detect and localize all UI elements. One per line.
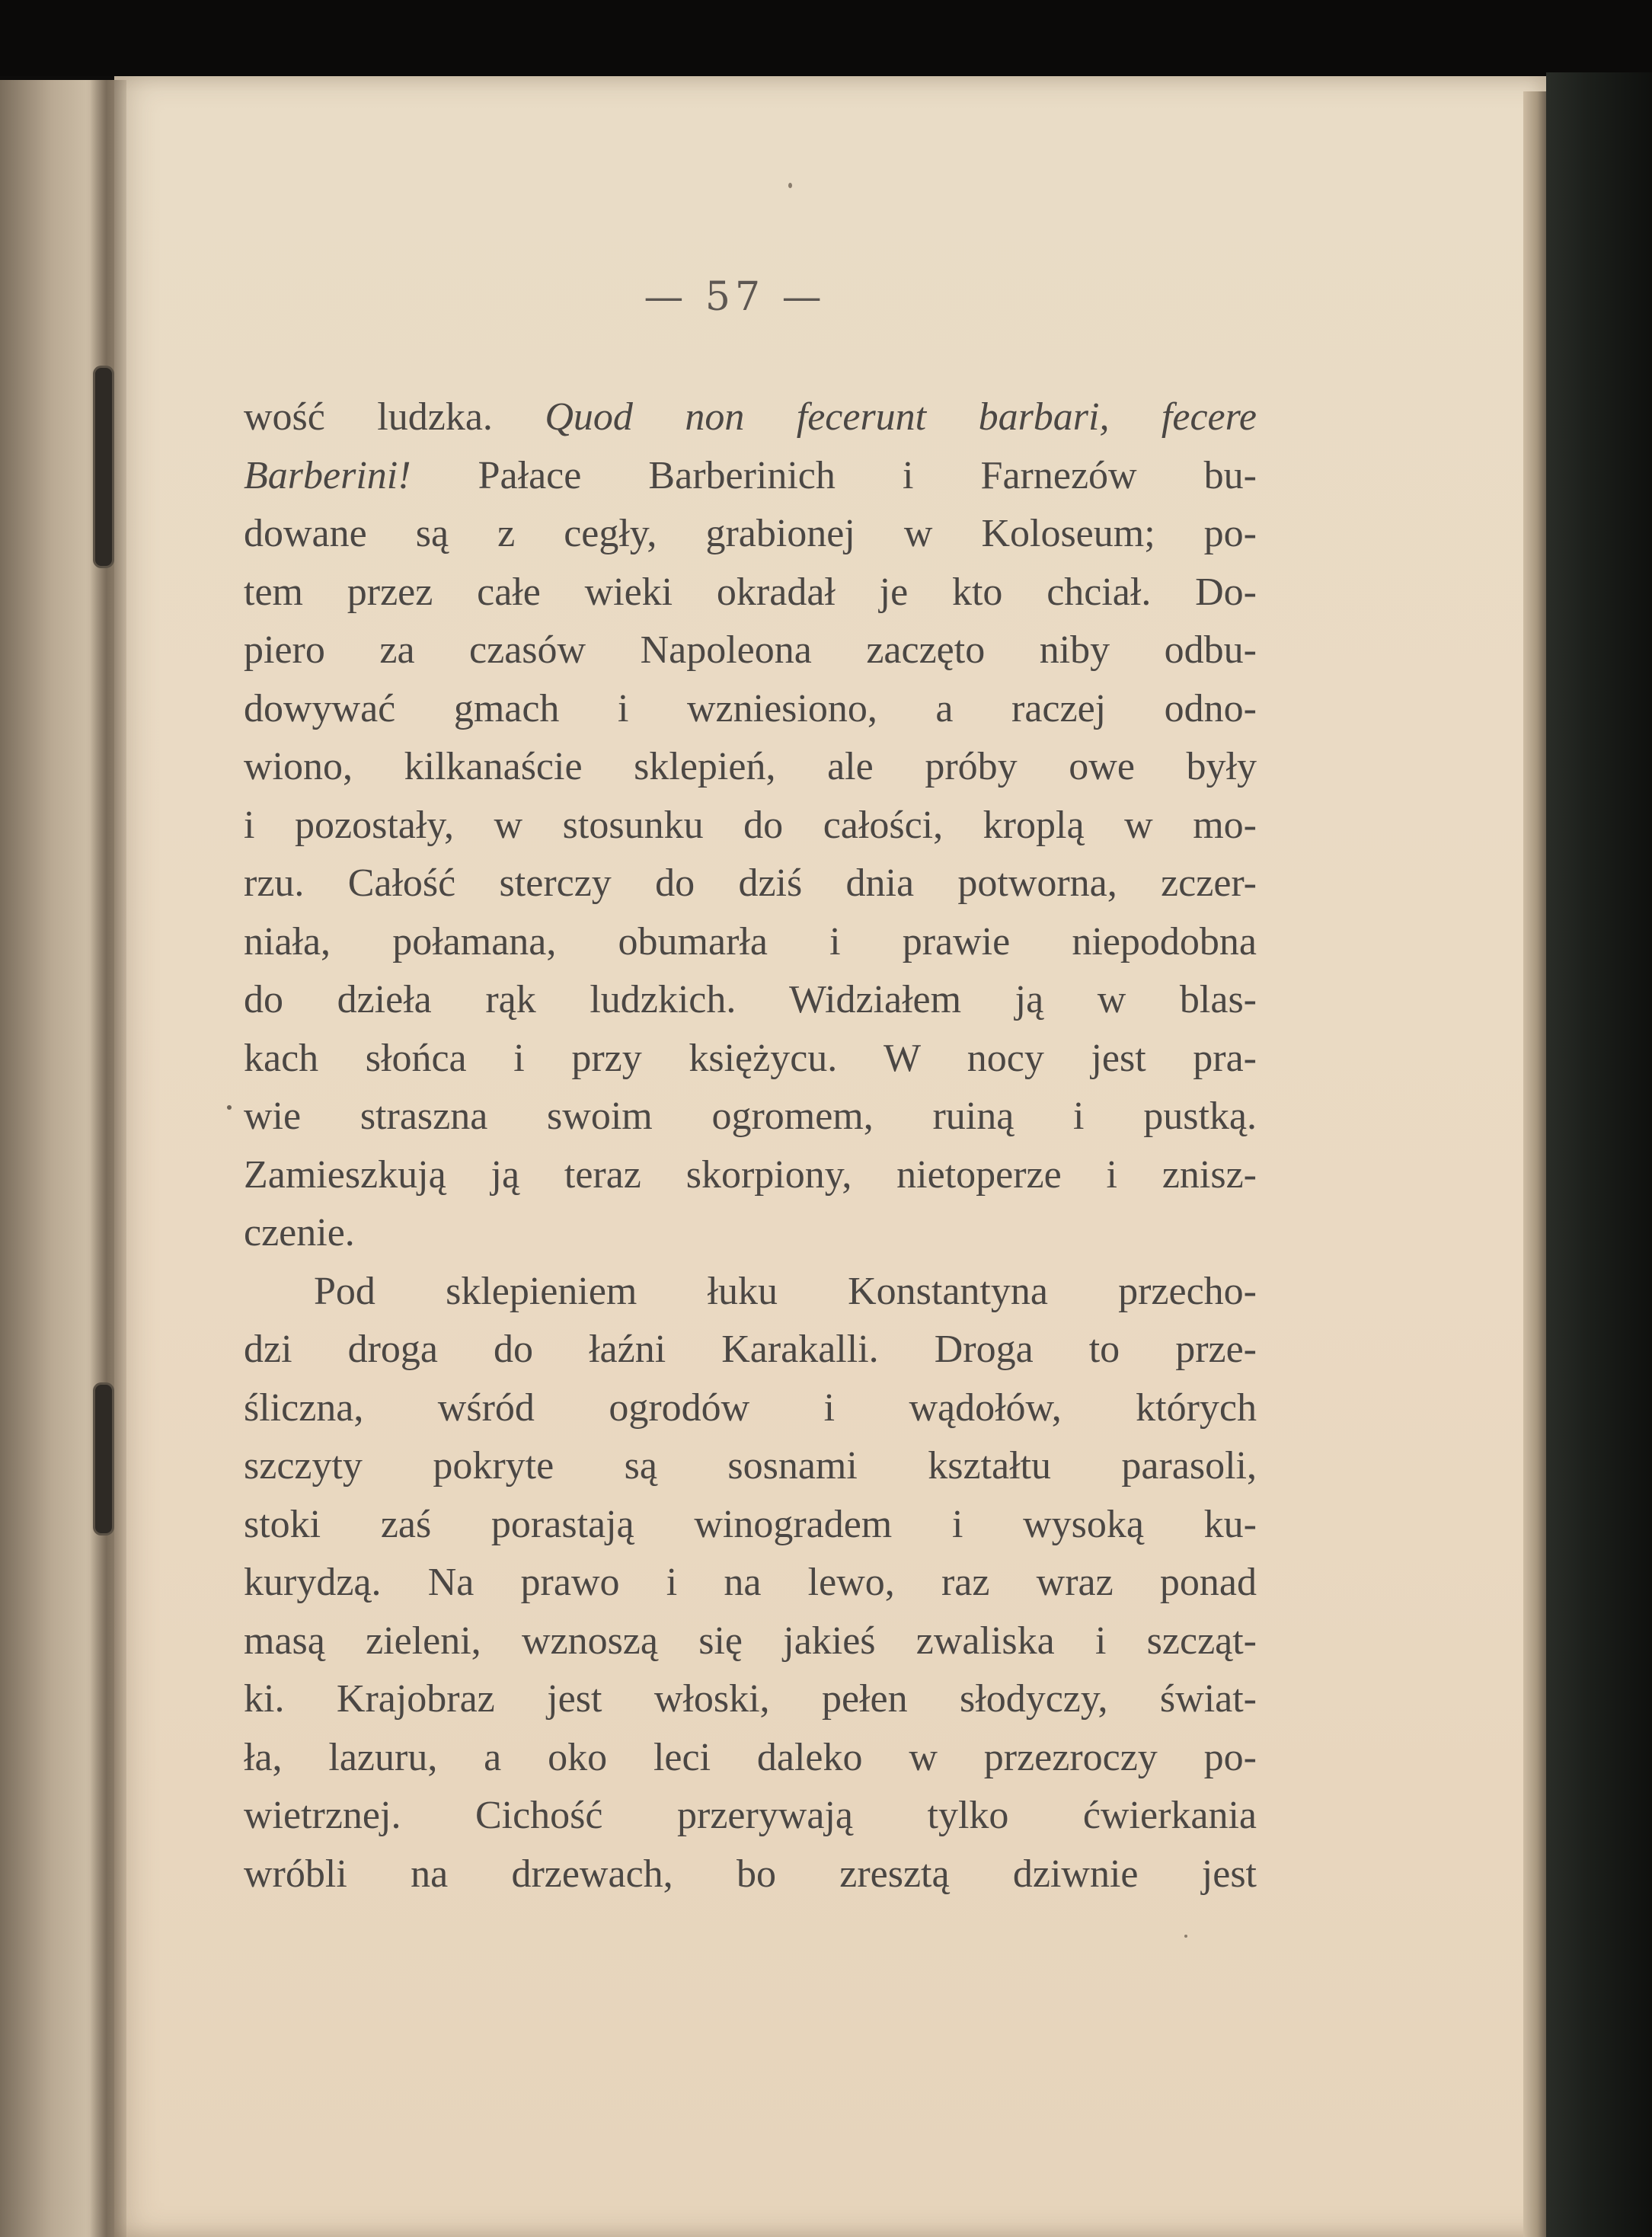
text-run: wie straszna swoim ogromem, ruiną i pustką. — [244, 1095, 1257, 1138]
text-line — [244, 1146, 1257, 1205]
text-run: masą zieleni, wznoszą się jakieś zwaliska i szcząt- — [244, 1619, 1257, 1663]
text-line — [244, 797, 1257, 855]
binding-thread — [93, 366, 114, 568]
text-line — [244, 855, 1257, 913]
paper-speck — [227, 1105, 232, 1110]
text-line — [244, 388, 1257, 447]
text-line — [244, 738, 1257, 797]
text-run: stoki zaś porastają winogradem i wysoką ku- — [244, 1502, 1257, 1546]
text-line — [244, 680, 1257, 739]
text-line — [244, 1204, 1257, 1263]
text-run: czenie. — [244, 1211, 355, 1254]
scan-background-top — [0, 0, 1652, 76]
page-fore-edge — [1523, 91, 1546, 2237]
text-run: wróbli na drzewach, bo zresztą dziwnie jest — [244, 1852, 1257, 1896]
text-line — [244, 1496, 1257, 1555]
text-line — [244, 1670, 1257, 1729]
text-run: Pod sklepieniem łuku Konstantyna przecho- — [314, 1269, 1257, 1313]
text-run: dowane są z cegły, grabionej w Koloseum; po- — [244, 512, 1257, 555]
text-run: do dzieła rąk ludzkich. Widziałem ją w blas- — [244, 978, 1257, 1021]
book-cover-edge — [1546, 72, 1652, 2237]
italic-text-run: Quod non fecerunt barbari, fecere — [545, 395, 1257, 439]
text-line — [244, 1379, 1257, 1438]
text-line — [244, 1554, 1257, 1612]
text-run: wiono, kilkanaście sklepień, ale próby owe były — [244, 745, 1257, 788]
text-run: wietrznej. Cichość przerywają tylko ćwierkania — [244, 1794, 1257, 1837]
text-line — [244, 447, 1257, 506]
text-run: ła, lazuru, a oko leci daleko w przezroczy po- — [244, 1735, 1257, 1779]
binding-thread — [93, 1382, 114, 1536]
text-line — [244, 505, 1257, 564]
text-run: śliczna, wśród ogrodów i wądołów, których — [244, 1385, 1257, 1430]
text-line — [244, 1787, 1257, 1846]
text-run: dowywać gmach i wzniesiono, a raczej odno- — [244, 686, 1257, 730]
text-line — [244, 1030, 1257, 1088]
text-line — [244, 564, 1257, 622]
text-line — [244, 1088, 1257, 1146]
text-line — [244, 971, 1257, 1030]
page-number: — 57 — — [644, 274, 826, 320]
text-run: wość ludzka. — [244, 395, 545, 439]
text-run: tem przez całe wieki okradał je kto chciał. Do- — [244, 570, 1257, 614]
paper-speck — [788, 183, 792, 188]
text-line — [244, 1729, 1257, 1788]
text-line — [244, 1846, 1257, 1904]
paper-speck — [1184, 1935, 1187, 1938]
text-run: rzu. Całość sterczy do dziś dnia potworna, zczer- — [244, 861, 1257, 905]
text-line — [244, 1321, 1257, 1379]
text-run: piero za czasów Napoleona zaczęto niby odbu- — [244, 628, 1257, 672]
text-run: dzi droga do łaźni Karakalli. Droga to prze- — [244, 1328, 1257, 1371]
body-text — [244, 388, 1257, 1903]
text-run: szczyty pokryte są sosnami kształtu parasoli, — [244, 1444, 1257, 1488]
text-line — [244, 1263, 1257, 1321]
text-run: niała, połamana, obumarła i prawie niepodobna — [244, 919, 1257, 964]
text-run: Pałace Barberinich i Farnezów bu- — [411, 453, 1257, 497]
text-run: Zamieszkują ją teraz skorpiony, nietoperze i znisz- — [244, 1152, 1257, 1197]
italic-text-run: Barberini! — [244, 453, 411, 497]
text-run: i pozostały, w stosunku do całości, kroplą w mo- — [244, 803, 1257, 847]
text-line — [244, 1437, 1257, 1496]
text-line — [244, 913, 1257, 972]
text-run: kach słońca i przy księżycu. W nocy jest pra- — [244, 1036, 1257, 1080]
text-line — [244, 1612, 1257, 1671]
text-run: kurydzą. Na prawo i na lewo, raz wraz ponad — [244, 1561, 1257, 1604]
text-line — [244, 622, 1257, 680]
text-run: ki. Krajobraz jest włoski, pełen słodyczy, świat- — [244, 1677, 1257, 1721]
